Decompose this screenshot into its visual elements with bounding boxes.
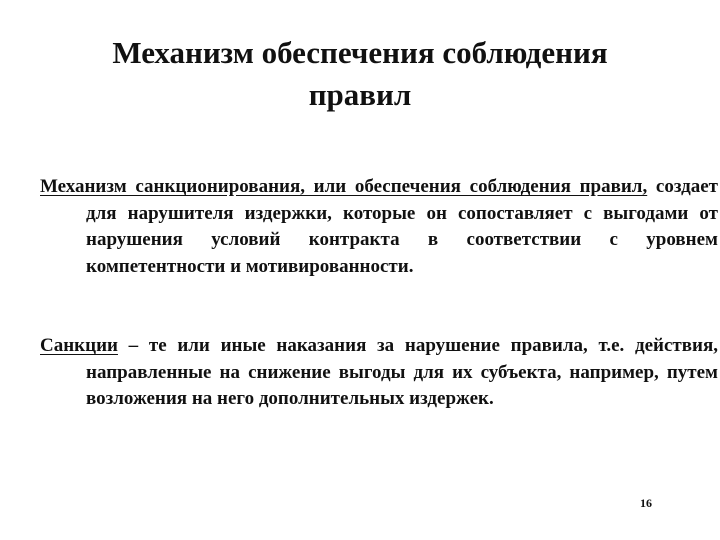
title-line-2: правил [308, 77, 412, 112]
page-number: 16 [640, 496, 652, 510]
paragraph-sanctions [40, 333, 718, 413]
paragraph-mechanism [40, 174, 718, 280]
term-mechanism: Механизм санкционирования, или обеспечения соблюдения правил, [40, 176, 648, 197]
title-line-1: Механизм обеспечения соблюдения [112, 35, 608, 70]
term-sanctions: Санкции [40, 335, 118, 356]
paragraph-mechanism-text: создает для нарушителя издержки, которые он сопоставляет с выгодами от нарушения условий контракта в соответствии с уровнем компетентности и мотивированности. [86, 176, 718, 277]
paragraph-sanctions-text: – те или иные наказания за нарушение правила, т.е. действия, направленные на снижение выгоды для их субъекта, например, путем возложения на него дополнительных издержек. [86, 335, 718, 409]
slide-title [40, 32, 680, 116]
